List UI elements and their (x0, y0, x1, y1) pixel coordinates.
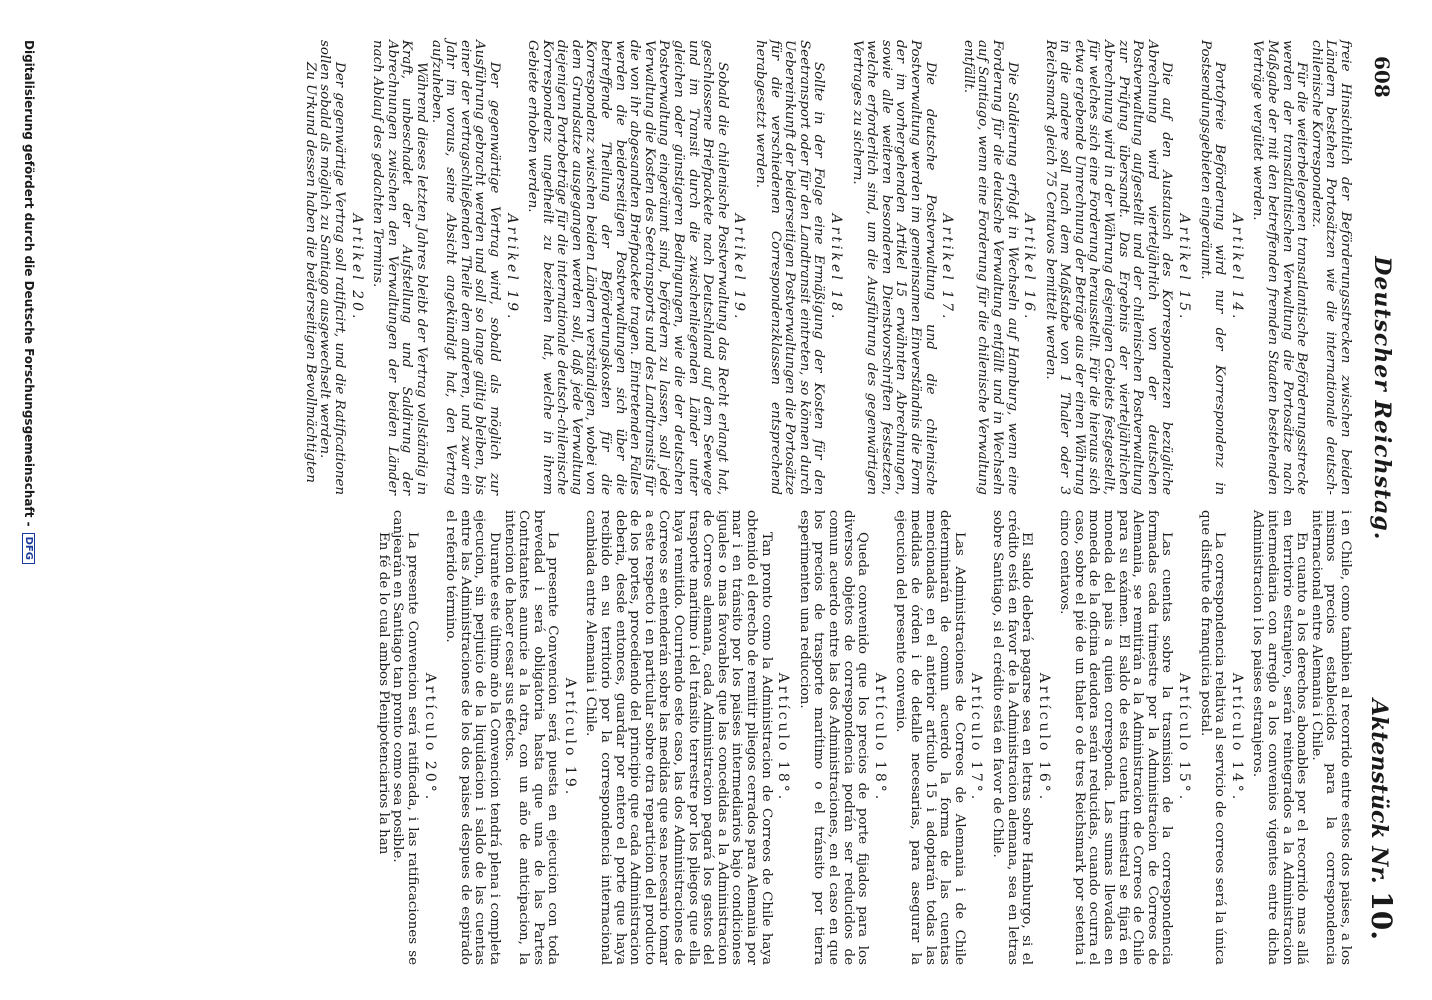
paragraph: Queda convenido que los precios de porte fijados para los diversos objetos de correspondencia podrán ser reducidos de comun acuerdo entre las dos Administraciones, en el caso en que los precios de trasporte marítimo o el tránsito por tierra esperimenten una reduccion. (796, 510, 871, 965)
paragraph: Las Administraciones de Correos de Alemania i de Chile determinarán de comun acuerdo la forma de las cuentas mencionadas en el anterior artículo 15 i adoptarán todas las medidas de órden i de detalle necesarias, para asegurar la ejecucion del presente convenio. (893, 510, 967, 965)
paragraph: freie Hinsichtlich der Beförderungsstrecken zwischen beiden Ländern bestehen Portosätzen wie die internationale deutsch-chilenische Korrespondenz. (1308, 40, 1353, 495)
paragraph: i en Chile, como tambien al recorrido entre estos dos paises, a los mismos precios establecidos para la correspondencia internacional entre Alemania i Chile. (1308, 510, 1353, 965)
page-number: 608 (1370, 56, 1394, 98)
article-heading: Artikel 16. (1021, 213, 1038, 322)
article-heading: Artículo 14°. (1228, 672, 1245, 803)
article-heading: Artículo 15°. (1176, 672, 1193, 803)
paragraph: Sollte in der Folge eine Ermäßigung der Kosten für den Seetransport oder für den Landtransit eintreten, so können durch Uebereinkunft der beiderseitigen Postverwaltungen die Portosätze für die verschiedenen Correspondenzklassen entsprechend herabgesetzt werden. (753, 40, 827, 495)
paragraph: En fé de lo cual ambos Plenipotenciarios la han (375, 532, 391, 855)
supplement-label (1366, 699, 1399, 940)
article-heading: Artikel 20. (348, 213, 365, 322)
paragraph: Der gegenwärtige Vertrag wird, sobald als möglich zur Ausführung gebracht werden und soll so lange gültig bleiben, bis einer der vertragschließenden Theile dem anderen, und zwar ein Jahr im voraus, seine Absicht angekündigt hat, den Vertrag aufzuheben. (428, 40, 502, 495)
article-heading: Artikel 15. (1176, 213, 1193, 322)
credit-text: Digitalisierung gefördert durch die Deutsche Forschungsgemeinschaft - (22, 40, 36, 527)
paragraph: Während dieses letzten Jahres bleibt der Vertrag vollständig in Kraft, unbeschadet der Aufstellung und Saldirung der Abrechnungen zwischen den Verwaltungen der beiden Länder nach Ablauf des gedachten Termins. (370, 40, 429, 495)
paragraph: En cuanto a los derechos abonables por el recorrido mas allá en territorio estranjero, serán reintegrados a la Administracion intermediaria con arreglo a los convenios vigentes entre dicha Administracion i los paises estranjeros. (1250, 510, 1310, 965)
article-heading: Artículo 20°. (421, 672, 438, 803)
article-heading: Artículo 18°. (871, 672, 888, 803)
paragraph: Portofreie Beförderung wird nur der Korrespondenz in Postsendungsgebieten eingeräumt. (1197, 40, 1228, 495)
publication-title: Deutscher Reichstag. (1369, 256, 1395, 541)
article-heading: Artículo 17°. (968, 672, 985, 803)
page-header (1362, 56, 1402, 940)
article-heading: Artikel 19. (503, 213, 520, 322)
paragraph: Zu Urkund dessen haben die beiderseitigen Bevollmächtigten (302, 62, 318, 483)
paragraph: Der gegenwärtige Vertrag soll ratificirt, und die Ratificationen sollen sobald als möglich zu Santiago ausgewechselt werden. (317, 40, 347, 495)
supplement-label-text: Aktenstück Nr. (1366, 698, 1393, 884)
paragraph: Las cuentas sobre la trasmision de la correspondencia formadas cada trimestre por la Administracion de Correos de Alemania, se remitirán a la Administracion de Correos de Chile para su exámen. El saldo de esta cuenta trimestral se fijará en moneda del pais a quien corresponda. Las sumas llevadas en moneda de la oficina deudora serán reducidas, cuando ocurra el caso, sobre el pié de un thaler o de tres Reichsmark por setenta i cinco centavos. (1057, 510, 1175, 965)
paragraph: La correspondencia relativa al servicio de correos será la única que disfrute de franquicia postal. (1197, 510, 1228, 965)
article-heading: Artikel 19. (731, 213, 748, 322)
supplement-number: 10. (1365, 891, 1399, 940)
article-heading: Artículo 16°. (1035, 672, 1052, 803)
paragraph: Tan pronto como la Administracion de Correos de Chile haya obtenido el derecho de remitir pliegos cerrados para Alemania por mar i en tránsito por los paises intermediarios bajo condiciones iguales o mas favorables que las concedidas a la Administracion de Correos alemana, cada Administracion pagará los gastos del trasporte marítimo i del tránsito terrestre por los pliegos que ella haya remitido. Ocurriendo este caso, las dos Administraciones de Correos se entenderán sobre las medidas que sea necesario tomar a este respecto i en particular sobre otra reparticion del producto de los portes, procediendo del principio que cada Administracion deberia, desde entonces, guardar por entero el porte que haya recibido en su territorio por la correspondencia internacional cambiada entre Alemania i Chile. (583, 510, 774, 965)
article-heading: Artículo 18°. (775, 672, 792, 803)
paragraph: La presente Convencion será puesta en ejecucion con toda brevedad i será obligatoria hasta que una de las Partes Contratantes anuncie a la otra, con un año de anticipacion, la intencion de hacer cesar sus efectos. (501, 510, 561, 965)
paragraph: Sobald die chilenische Postverwaltung das Recht erlangt hat, geschlossene Briefpackete nach Deutschland auf dem Seewege und im Transit durch die zwischenliegenden Länder unter gleichen oder günstigeren Bedingungen, wie die der deutschen Postverwaltung eingeräumt sind, befördern zu lassen, soll jede Verwaltung die Kosten des Seetransports und des Landtransits für die von ihr abgesandten Briefpackete tragen. Eintretenden Falles werden die beiderseitigen Postverwaltungen sich über die betreffende Theilung der Beförderungskosten für die Korrespondenz zwischen beiden Ländern verständigen, wobei von dem Grundsatze ausgegangen werden soll, daß jede Verwaltung diejenigen Portobeträge für die internationale deutsch-chilenische Korrespondenz ungetheilt zu beziehen hat, welche in ihrem Gebiete erhoben werden. (525, 40, 730, 495)
paragraph: El saldo deberá pagarse sea en letras sobre Hamburgo, si el crédito está en favor de la Administracion alemana, sea en letras sobre Santiago, si el crédito está en favor de Chile. (989, 510, 1035, 965)
spanish-column (52, 510, 1352, 965)
german-column (52, 40, 1352, 495)
article-heading: Artikel 18. (828, 213, 844, 322)
article-heading: Artículo 19. (561, 677, 578, 798)
paragraph: Für die weiterbelegenen transatlantische Beförderungsstrecke werden der transatlantischen Verwaltung die Portosätze nach Maßgabe der mit den betreffenden fremden Staaten bestehenden Verträge vergütet werden. (1250, 40, 1310, 495)
paragraph: Die Saldierung erfolgt in Wechseln auf Hamburg, wenn eine Forderung für die deutsche Verwaltung entfällt und in Wechseln auf Santiago, wenn eine Forderung für die chilenische Verwaltung entfällt. (960, 40, 1020, 495)
paragraph: La presente Convencion será ratificada, i las ratificaciones se canjearán en Santiago tan pronto como sea posible. (390, 510, 420, 965)
article-heading: Artikel 17. (939, 213, 956, 322)
paragraph: Die deutsche Postverwaltung und die chilenische Postverwaltung werden im gemeinsamen Einverständnis die Form der im vorhergehenden Artikel 15 erwähnten Abrechnungen, sowie alle weiteren besonderen Dienstvorschriften festsetzen, welche erforderlich sind, um die Ausführung des gegenwärtigen Vertrages zu sichern. (849, 40, 938, 495)
paragraph: Durante este último año la Convencion tendrá plena i completa ejecucion, sin perjuicio de la liquidacion i saldo de las cuentas entre las Administraciones de los dos paises despues de espirado el referido término. (443, 510, 502, 965)
dfg-logo-icon: DFG (23, 533, 36, 564)
digitization-credit (18, 40, 40, 960)
article-heading: Artikel 14. (1228, 213, 1245, 322)
paragraph: Die auf den Austausch des Korrespondenzen bezügliche Abrechnung wird vierteljährlich von der deutschen Postverwaltung aufgestellt und der chilenischen Postverwaltung zur Prüfung übersandt. Das Ergebnis der vierteljährlichen Abrechnung wird in der Währung desjenigen Gebiets festgestellt, für welches sich eine Forderung herausstellt. Für die hieraus sich etwa ergebende Umrechnung der Beträge aus der einen Währung in die andere soll nach dem Maßstabe von 1 Thaler oder 3 Reichsmark gleich 75 Centavos bemittelt werden. (1042, 40, 1175, 495)
